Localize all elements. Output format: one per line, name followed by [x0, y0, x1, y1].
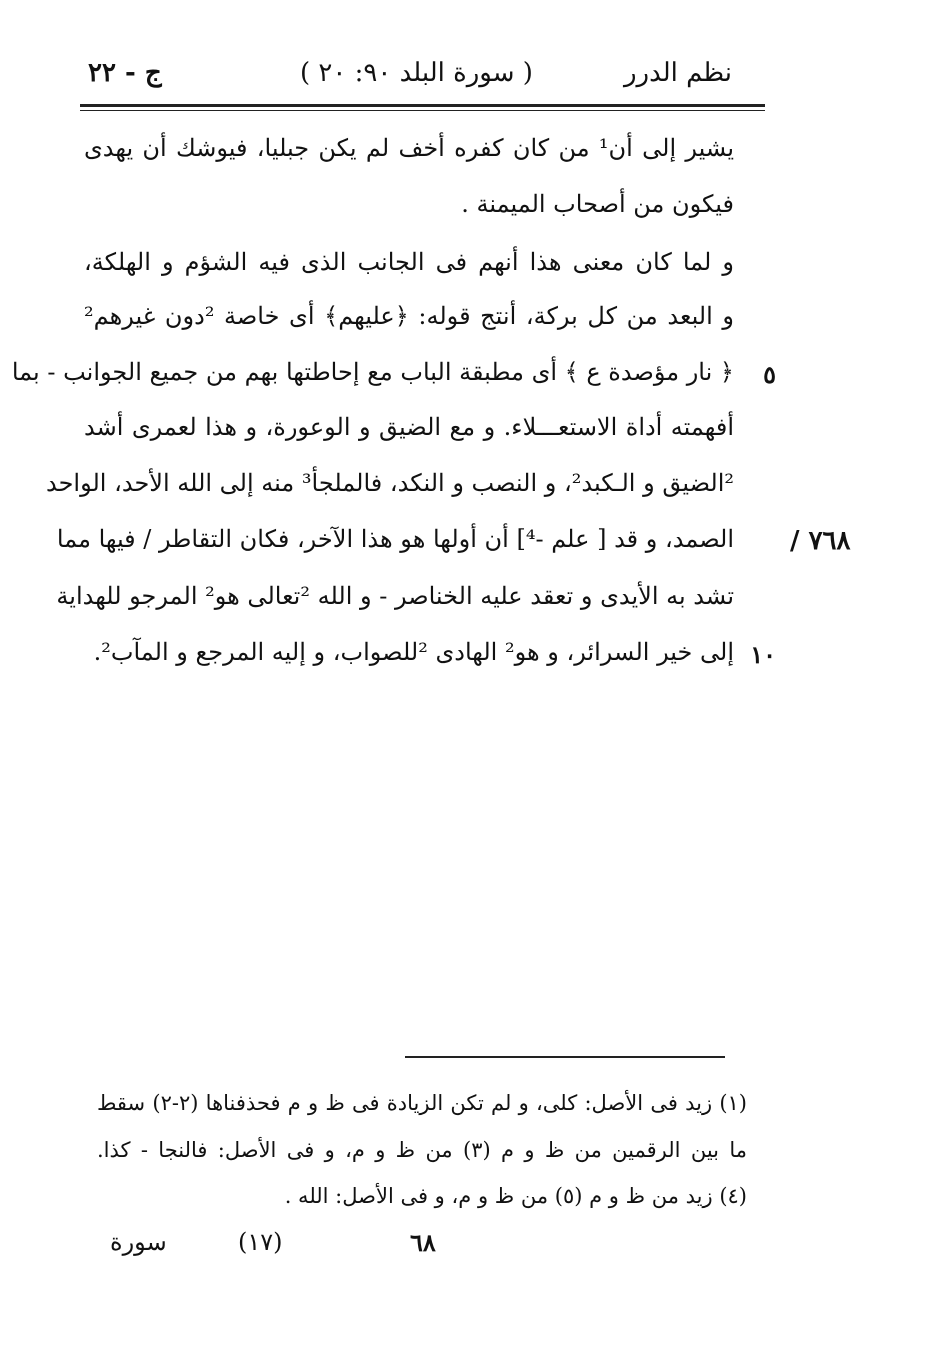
catchword: سورة	[110, 1228, 167, 1256]
line-number: ٥	[763, 360, 776, 389]
surah-reference: ( سورة البلد ٩٠: ٢٠ )	[300, 58, 533, 88]
header-rule	[80, 104, 765, 107]
line-number: ١٠	[750, 640, 776, 669]
text-line: أفهمته أداة الاستعـــلاء. و مع الضيق و الوعورة، و هذا لعمرى أشد	[84, 413, 734, 441]
text-line: تشد به الأيدى و تعقد عليه الخناصر - و الله ²تعالى هو² المرجو للهداية	[56, 582, 734, 610]
text-line: ﴿ نار مؤصدة ع ﴾ أى مطبقة الباب مع إحاطتها بهم من جميع الجوانب - بما	[11, 358, 734, 386]
text-line: ²الضيق و الـكبد²، و النصب و النكد، فالملجأ³ منه إلى الله الأحد، الواحد	[45, 469, 734, 497]
footnote-separator	[405, 1056, 725, 1058]
text-line: و البعد من كل بركة، أنتج قوله: ﴿عليهم﴾ أى خاصة ²دون غيرهم²	[84, 302, 734, 330]
text-line: يشير إلى أن¹ من كان كفره أخف لم يكن جبليا، فيوشك أن يهدى	[84, 134, 735, 162]
footnote-line: (١) زيد فى الأصل: كلى، و لم تكن الزيادة فى ظ و م فحذفناها (٢-٢) سقط	[97, 1091, 747, 1115]
margin-folio-note: ٧٦٨ /	[790, 526, 851, 556]
text-line: و لما كان معنى هذا أنهم فى الجانب الذى فيه الشؤم و الهلكة،	[84, 248, 734, 276]
running-title: نظم الدرر	[623, 58, 732, 88]
text-line: إلى خير السرائر، و هو² الهادى ²للصواب، و إليه المرجع و المآب².	[93, 638, 734, 666]
signature-mark: (١٧)	[238, 1228, 283, 1256]
footnote-line: ما بين الرقمين من ظ و م (٣) من ظ و م، و فى الأصل: فالنجا - كذا.	[97, 1138, 747, 1162]
text-line: فيكون من أصحاب الميمنة .	[461, 190, 734, 218]
footnote-line: (٤) زيد من ظ و م (٥) من ظ و م، و فى الأصل: الله .	[284, 1184, 747, 1208]
volume-number: ج - ٢٢	[88, 58, 162, 88]
page-number: ٦٨	[410, 1228, 436, 1257]
text-line: الصمد، و قد [ علم -⁴] أن أولها هو هذا الآخر، فكان التقاطر / فيها مما	[56, 525, 734, 553]
header-rule-thin	[80, 110, 765, 111]
